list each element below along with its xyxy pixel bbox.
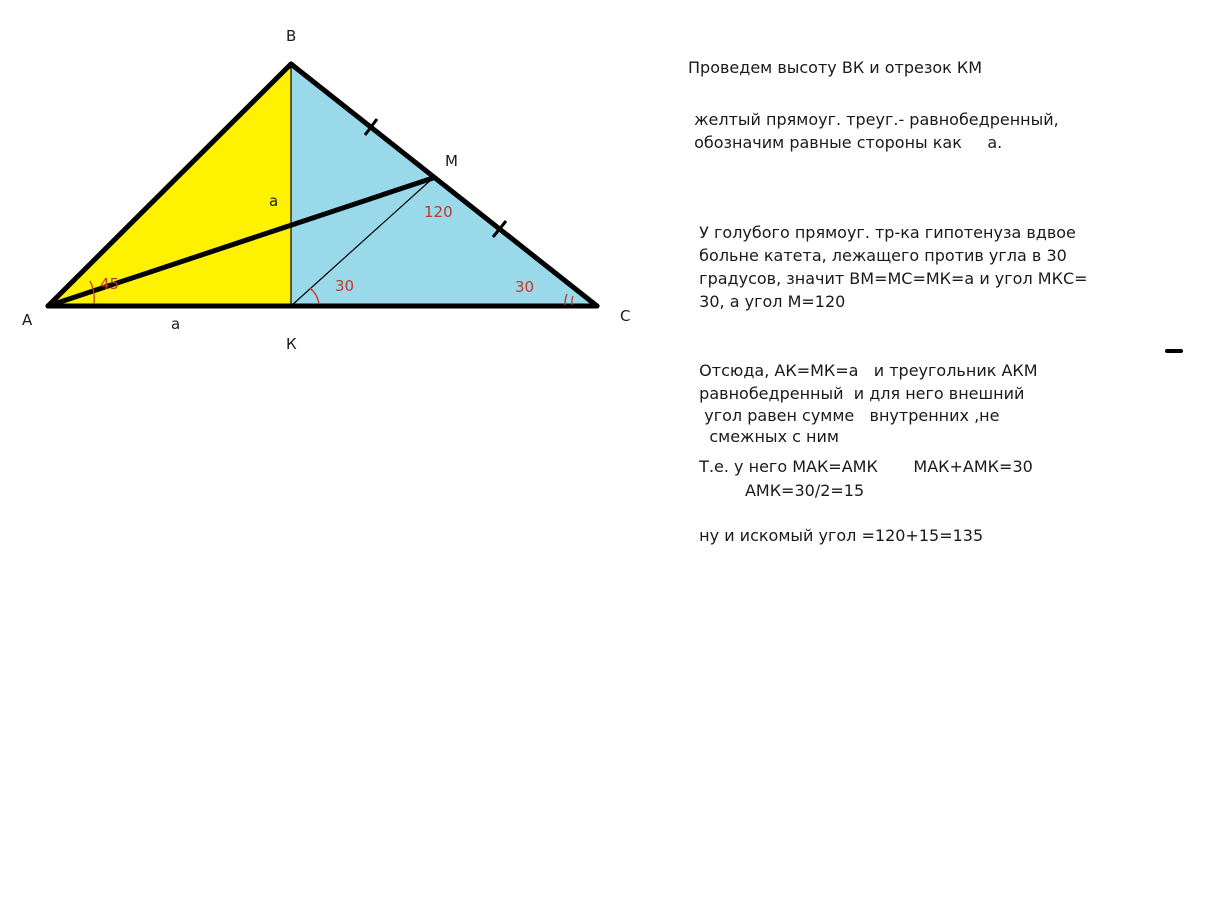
explanation-line-11: смежных с ним xyxy=(689,427,839,446)
angle-label-m: 120 xyxy=(424,203,453,221)
angle-label-c: 30 xyxy=(515,278,535,296)
point-label-k: К xyxy=(286,335,297,353)
explanation-line-8: Отсюда, АК=МК=а и треугольник АКМ xyxy=(689,361,1038,380)
explanation-line-7: 30, а угол М=120 xyxy=(689,292,846,311)
side-label-ak: a xyxy=(171,315,181,333)
side-label-bk: a xyxy=(269,192,279,210)
explanation-line-13: АМК=30/2=15 xyxy=(689,481,865,500)
explanation-line-10: угол равен сумме внутренних ,не xyxy=(689,406,1000,425)
explanation-line-12: Т.е. у него МАК=АМК МАК+АМК=30 xyxy=(689,457,1033,476)
angle-label-a: 45 xyxy=(100,275,120,293)
point-label-c: C xyxy=(620,307,631,325)
explanation-line-6: градусов, значит ВМ=МС=МК=а и угол МКС= xyxy=(689,269,1088,288)
point-label-m: M xyxy=(445,152,458,170)
explanation-line-14: ну и искомый угол =120+15=135 xyxy=(689,526,984,545)
angle-label-k: 30 xyxy=(335,277,355,295)
explanation-line-2: желтый прямоуг. треуг.- равнобедренный, xyxy=(689,110,1059,129)
explanation-line-1: Проведем высоту ВК и отрезок КМ xyxy=(688,58,983,77)
explanation-line-4: У голубого прямоуг. тр-ка гипотенуза вдвое xyxy=(689,223,1076,242)
explanation-line-3: обозначим равные стороны как а. xyxy=(689,133,1003,152)
point-label-a: A xyxy=(22,311,33,329)
explanation-line-5: больне катета, лежащего против угла в 30 xyxy=(689,246,1067,265)
explanation-line-9: равнобедренный и для него внешний xyxy=(689,384,1025,403)
point-label-b: B xyxy=(286,27,297,45)
